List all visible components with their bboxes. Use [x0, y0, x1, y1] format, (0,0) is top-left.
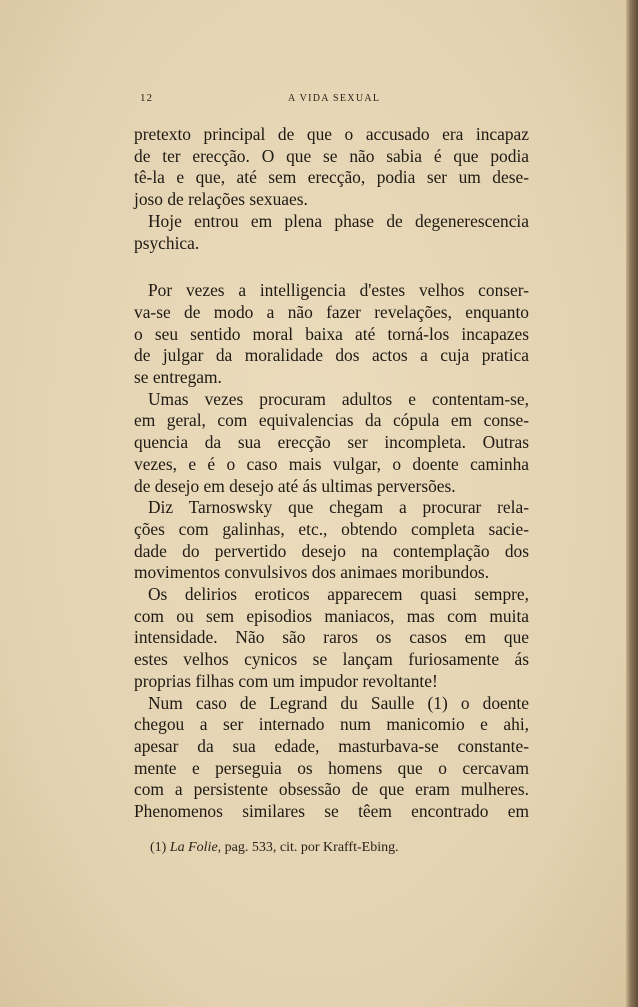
running-title: A VIDA SEXUAL — [288, 93, 381, 104]
text-line: com ou sem episodios maniacos, mas com muita — [134, 605, 529, 626]
text-line: proprias filhas com um impudor revoltante! — [134, 670, 438, 691]
text-line: Umas vezes procuram adultos e contentam-se, — [148, 388, 529, 409]
text-line: apesar da sua edade, masturbava-se constante- — [134, 735, 529, 756]
text-line: tê-la e que, até sem erecção, podia ser um dese- — [134, 167, 529, 188]
footnote-marker: (1) — [150, 840, 167, 855]
text-line: Diz Tarnoswsky que chegam a procurar rela- — [148, 497, 529, 518]
text-line: Phenomenos similares se têem encontrado em — [134, 801, 529, 822]
text-line: vezes, e é o caso mais vulgar, o doente caminha — [134, 453, 529, 474]
text-line: de julgar da moralidade dos actos a cuja pratica — [134, 345, 529, 366]
text-line: Num caso de Legrand du Saulle (1) o doente — [148, 692, 529, 713]
body-text — [134, 124, 529, 823]
text-line: chegou a ser internado num manicomio e ahi, — [134, 714, 529, 735]
text-line: va-se de modo a não fazer revelações, enquanto — [134, 301, 529, 322]
text-line: pretexto principal de que o accusado era incapaz — [134, 124, 529, 144]
footnote-citation: pag. 533, cit. por Krafft-Ebing. — [224, 840, 399, 855]
text-line: movimentos convulsivos dos animaes moribundos. — [134, 562, 490, 583]
text-line: em geral, com equivalencias da cópula em conse- — [134, 410, 529, 431]
text-line: de ter erecção. O que se não sabia é que podia — [134, 145, 529, 166]
text-line: joso de relações sexuaes. — [134, 189, 308, 210]
text-line: intensidade. Não são raros os casos em que — [134, 627, 529, 648]
text-line: estes velhos cynicos se lançam furiosamente ás — [134, 649, 529, 670]
text-line: Por vezes a intelligencia d'estes velhos conser- — [148, 280, 529, 301]
text-line: se entregam. — [134, 367, 222, 388]
text-line: Os delirios eroticos apparecem quasi sempre, — [148, 584, 529, 605]
text-line: psychica. — [134, 232, 200, 253]
text-line: quencia da sua erecção ser incompleta. Outras — [134, 432, 529, 453]
text-line: com a persistente obsessão de que eram mulheres. — [134, 779, 529, 800]
text-line: dade do pervertido desejo na contemplação dos — [134, 540, 529, 561]
running-header — [140, 92, 530, 110]
section-gap — [134, 254, 529, 280]
text-line: mente e perseguia os homens que o cercavam — [134, 757, 529, 778]
footnote — [150, 840, 530, 856]
text-line: o seu sentido moral baixa até torná-los incapazes — [134, 323, 529, 344]
book-spine-edge — [626, 0, 638, 1007]
footnote-work-title: La Folie, — [169, 840, 222, 855]
text-line: de desejo em desejo até ás ultimas perversões. — [134, 475, 456, 496]
page-number: 12 — [140, 92, 153, 104]
text-line: Hoje entrou em plena phase de degenerescencia — [148, 210, 529, 231]
text-line: ções com galinhas, etc., obtendo completa sacie- — [134, 518, 529, 539]
